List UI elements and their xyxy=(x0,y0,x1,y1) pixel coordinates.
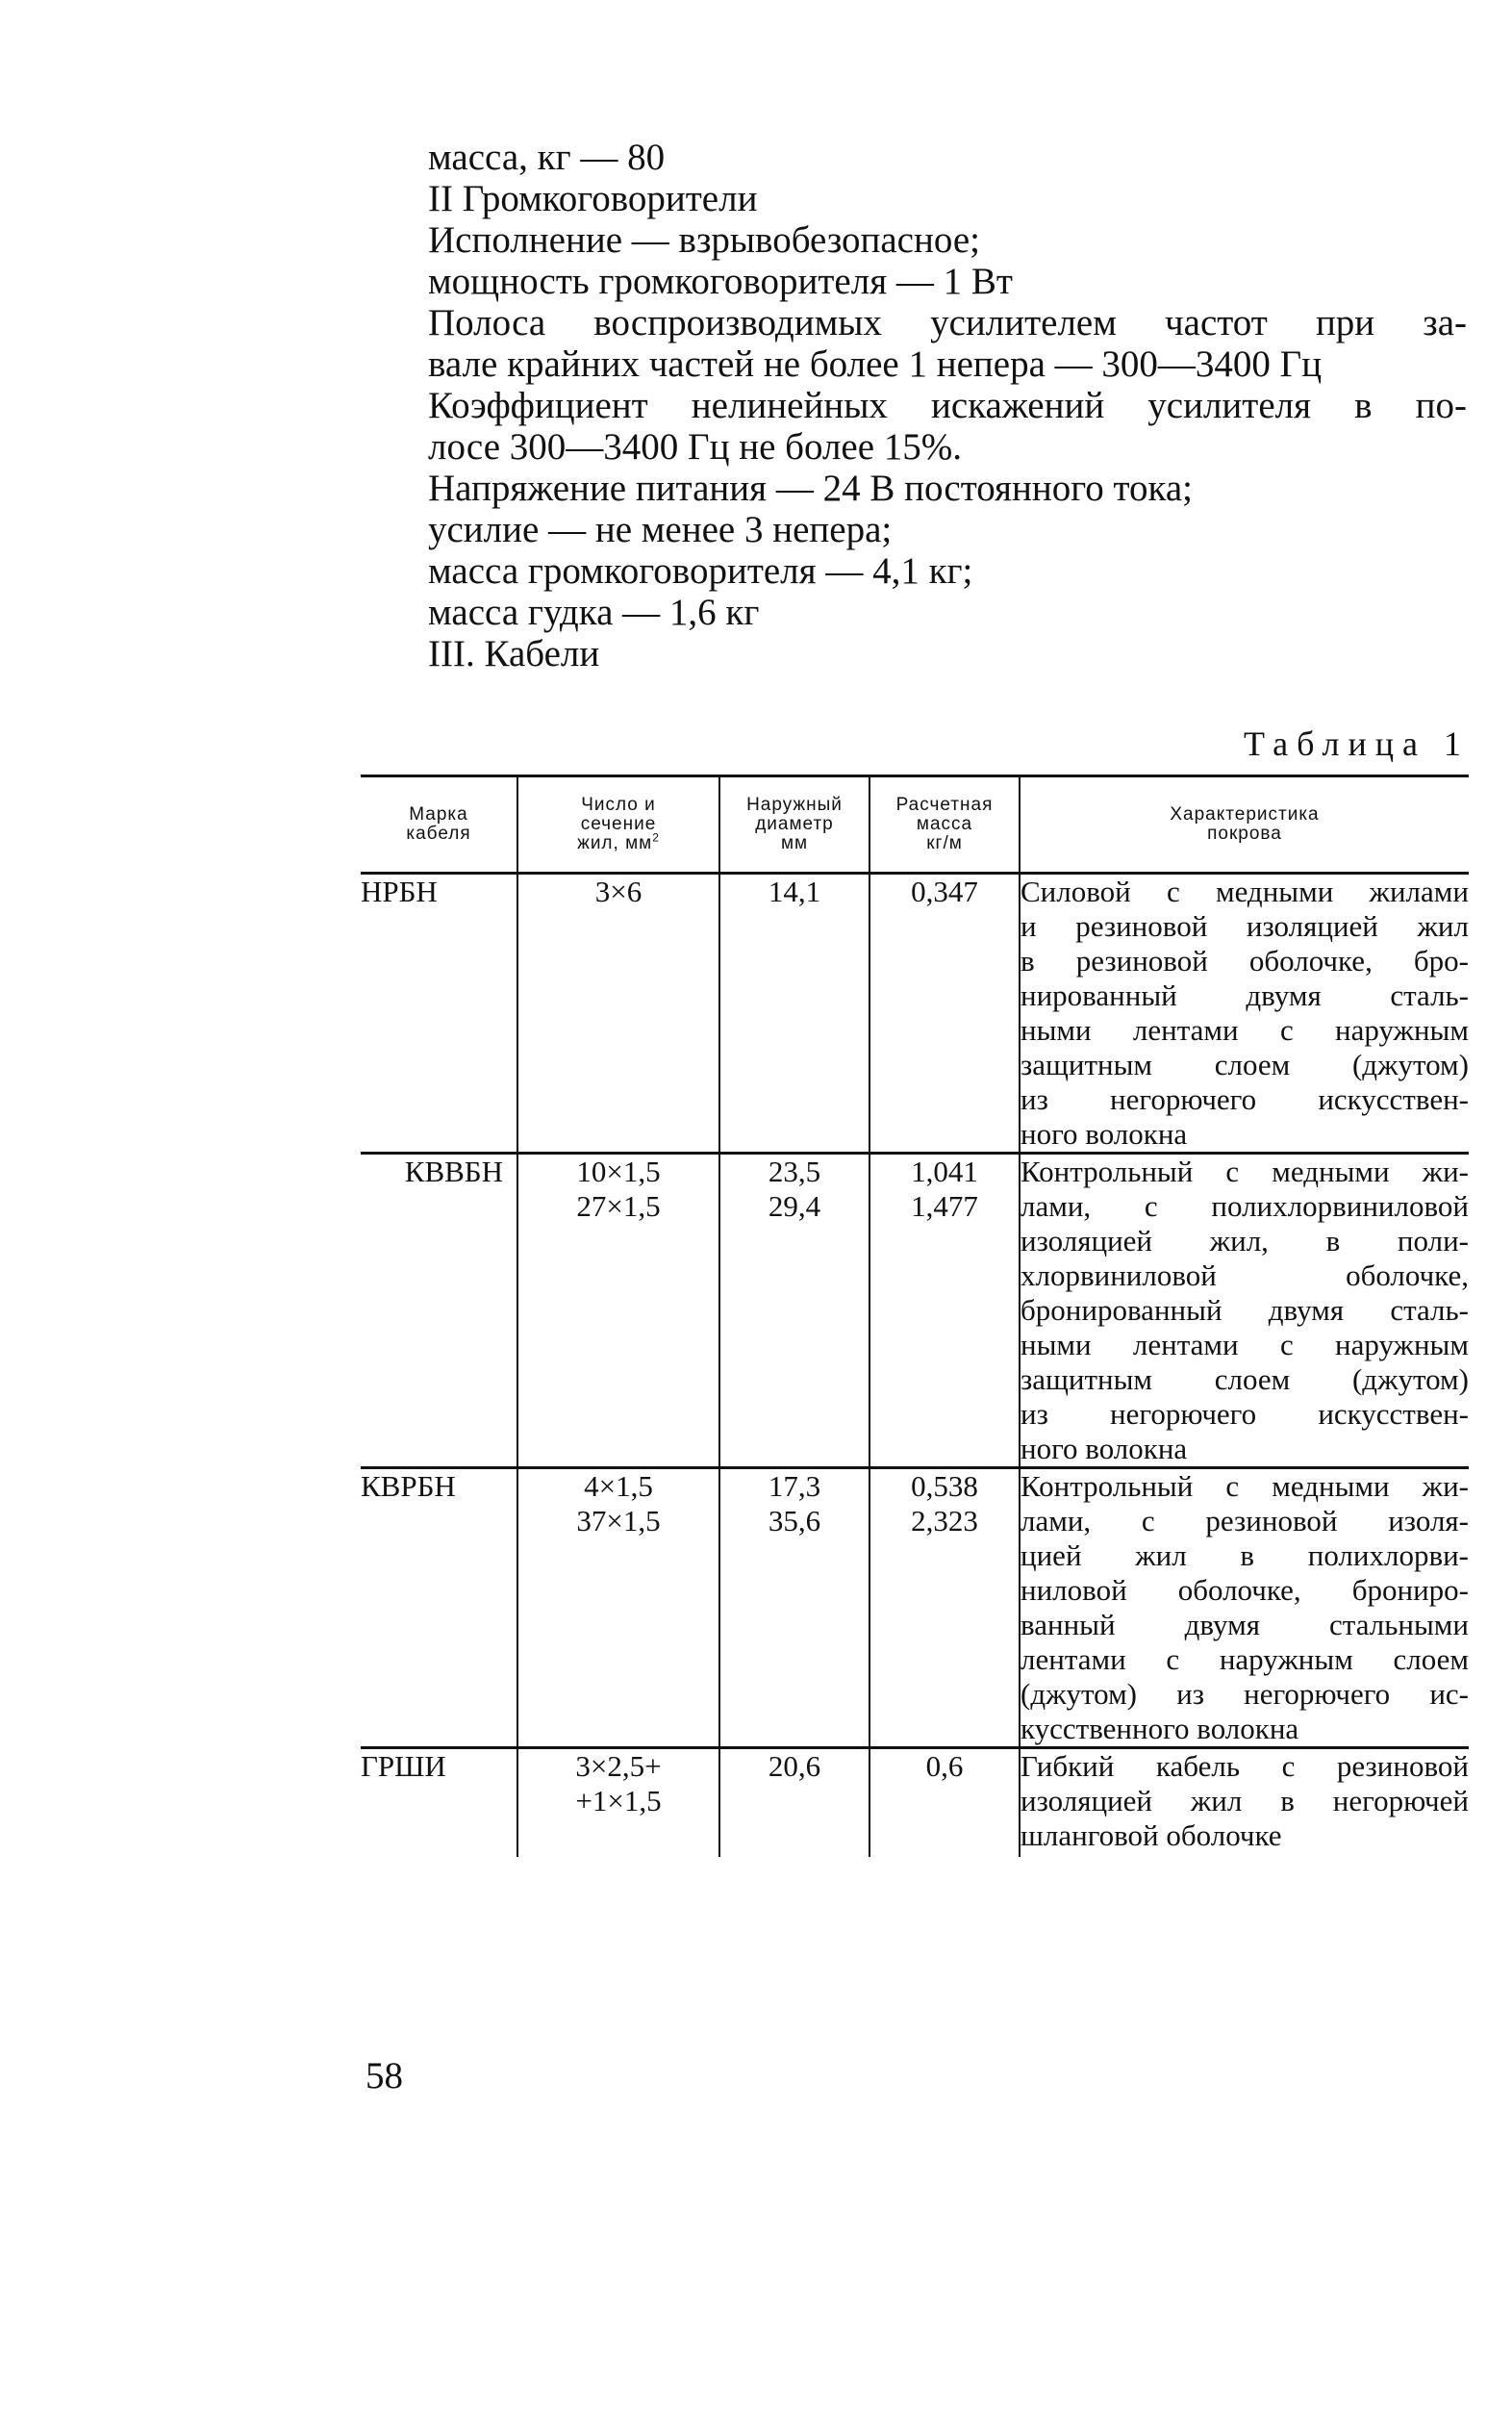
cell-mass: 0,538 2,323 xyxy=(869,1468,1020,1748)
section-heading: II Громкоговорители xyxy=(428,178,758,219)
cell-diameter: 17,3 35,6 xyxy=(719,1468,869,1748)
cell-section: 10×1,5 27×1,5 xyxy=(517,1154,719,1468)
table-row xyxy=(361,1468,1469,1748)
cell-section: 3×2,5+ +1×1,5 xyxy=(517,1748,719,1858)
text-line: масса громкоговорителя — 4,1 кг; xyxy=(428,550,973,592)
body-text xyxy=(428,137,1467,674)
header-section: Число и сечение жил, $мм^2$ xyxy=(517,776,719,874)
cell-cover: Гибкий кабель с резиновой изоляцией жил в негорючей шланговой оболочке xyxy=(1020,1748,1469,1858)
table-caption: Таблица 1 xyxy=(1244,724,1470,763)
cell-section: 4×1,5 37×1,5 xyxy=(517,1468,719,1748)
cell-cover: Контрольный с медными жи- лами, с полихлорвиниловой изоляцией жил, в поли- хлорвиниловой оболочке, бронированный двумя сталь- ными лентами с наружным защитным слоем (джутом) из негорючего искусствен- ного волокна xyxy=(1020,1154,1469,1468)
cell-mass: 1,041 1,477 xyxy=(869,1154,1020,1468)
table-row xyxy=(361,874,1469,1154)
cell-diameter: 20,6 xyxy=(719,1748,869,1858)
header-cover: Характеристика покрова xyxy=(1020,776,1469,874)
text-line: Коэффициент нелинейных искажений усилителя в по- xyxy=(428,385,1467,426)
table-row xyxy=(361,1154,1469,1468)
text-line: лосе 300—3400 Гц не более 15%. xyxy=(428,426,963,468)
cable-table xyxy=(361,775,1469,1857)
section-heading: III. Кабели xyxy=(428,633,600,674)
text-line: масса гудка — 1,6 кг xyxy=(428,592,760,633)
cell-mark: КВРБН xyxy=(361,1468,517,1748)
text-line: Полоса воспроизводимых усилителем частот при за- xyxy=(428,302,1467,343)
header-mark: Марка кабеля xyxy=(361,776,517,874)
text-line: Исполнение — взрывобезопасное; xyxy=(428,219,980,261)
text-line: мощность громкоговорителя — 1 Вт xyxy=(428,261,1013,302)
table-row xyxy=(361,1748,1469,1858)
cell-mass: 0,347 xyxy=(869,874,1020,1154)
cell-mark: ГРШИ xyxy=(361,1748,517,1858)
cell-diameter: 14,1 xyxy=(719,874,869,1154)
text-line: Напряжение питания — 24 В постоянного тока; xyxy=(428,468,1194,509)
header-mass: Расчетная масса кг/м xyxy=(869,776,1020,874)
cell-mass: 0,6 xyxy=(869,1748,1020,1858)
header-diameter: Наружный диаметр мм xyxy=(719,776,869,874)
table-header-row xyxy=(361,776,1469,874)
page-number: 58 xyxy=(365,2055,403,2096)
text-line: вале крайних частей не более 1 непера — 300—3400 Гц xyxy=(428,343,1323,385)
cell-section: 3×6 xyxy=(517,874,719,1154)
cell-cover: Контрольный с медными жи- лами, с резиновой изоля- цией жил в полихлорви- ниловой оболочке, брониро- ванный двумя стальными лентами с наружным слоем (джутом) из негорючего ис- кусственного волокна xyxy=(1020,1468,1469,1748)
cell-mark: НРБН xyxy=(361,875,438,908)
text-line: масса, кг — 80 xyxy=(428,137,666,178)
text-line: усилие — не менее 3 непера; xyxy=(428,509,893,550)
cell-diameter: 23,5 29,4 xyxy=(719,1154,869,1468)
cell-mark: КВВБН xyxy=(361,1154,517,1468)
cell-cover: Силовой с медными жилами и резиновой изоляцией жил в резиновой оболочке, бро- нированный двумя сталь- ными лентами с наружным защитным слоем (джутом) из негорючего искусствен- ного волокна xyxy=(1020,874,1469,1154)
